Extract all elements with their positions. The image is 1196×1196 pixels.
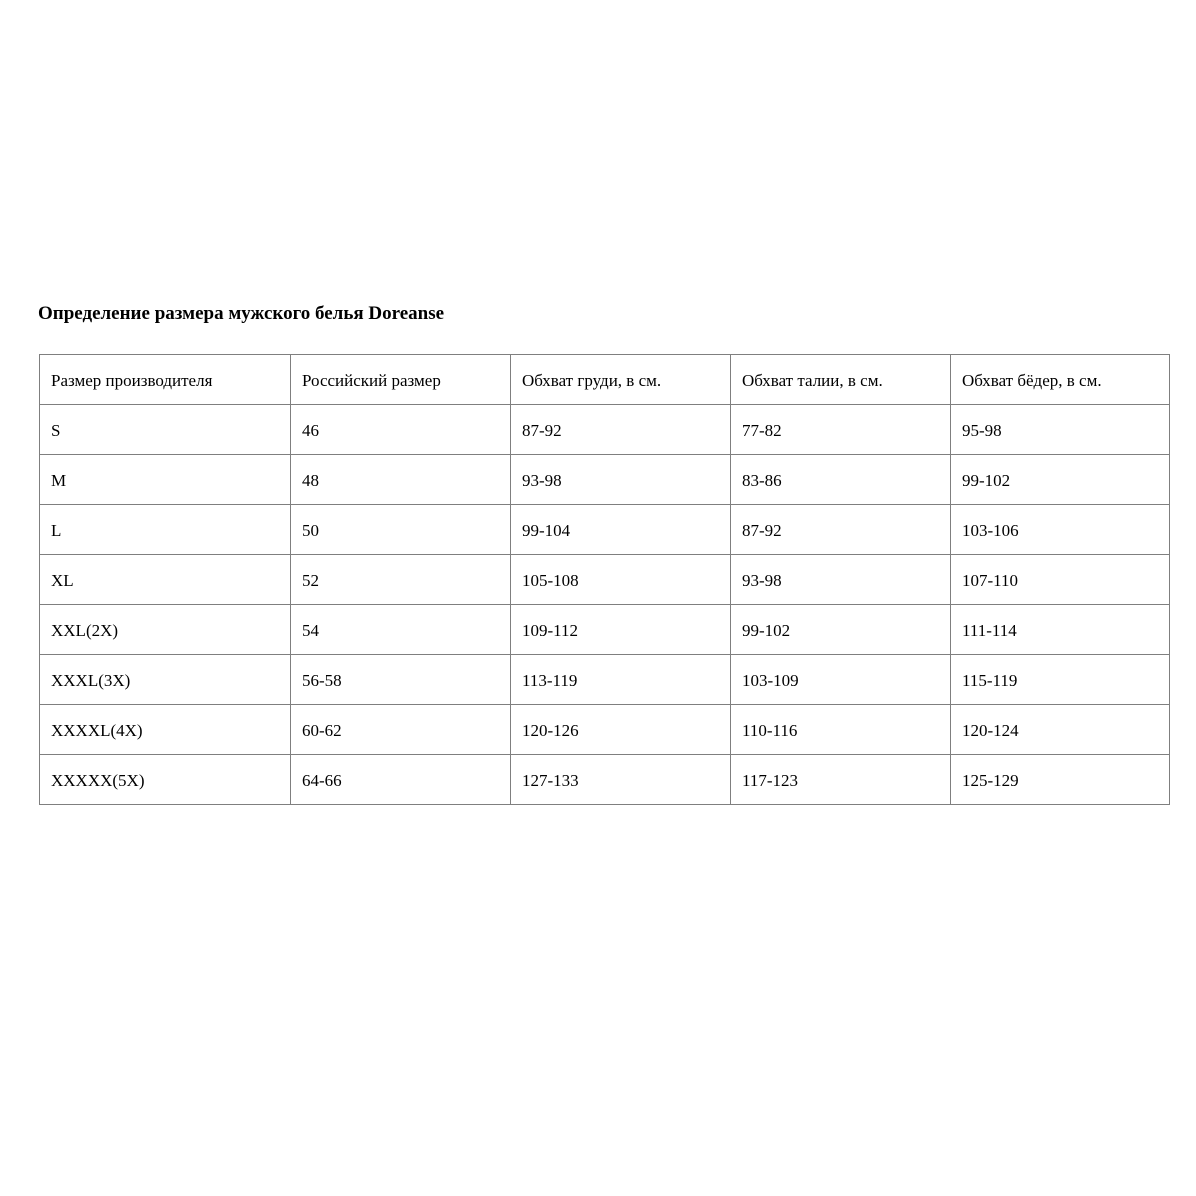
table-row	[40, 705, 1170, 755]
table-row	[40, 455, 1170, 505]
table-cell: 107-110	[951, 555, 1170, 605]
column-header: Обхват талии, в см.	[731, 355, 951, 405]
column-header: Обхват груди, в см.	[511, 355, 731, 405]
table-cell: 83-86	[731, 455, 951, 505]
column-header: Обхват бёдер, в см.	[951, 355, 1170, 405]
table-cell: 113-119	[511, 655, 731, 705]
table-row	[40, 605, 1170, 655]
table-cell: 103-109	[731, 655, 951, 705]
column-header: Российский размер	[291, 355, 511, 405]
table-cell: 125-129	[951, 755, 1170, 805]
table-cell: 105-108	[511, 555, 731, 605]
table-cell: 127-133	[511, 755, 731, 805]
manufacturer-size-cell: XXXL(3X)	[40, 655, 291, 705]
table-cell: 99-104	[511, 505, 731, 555]
header-row	[40, 355, 1170, 405]
table-row	[40, 755, 1170, 805]
table-cell: 64-66	[291, 755, 511, 805]
manufacturer-size-cell: M	[40, 455, 291, 505]
table-cell: 109-112	[511, 605, 731, 655]
table-cell: 46	[291, 405, 511, 455]
size-table	[39, 354, 1170, 805]
page-title: Определение размера мужского белья Doreanse	[38, 303, 445, 324]
table-cell: 111-114	[951, 605, 1170, 655]
table-row	[40, 505, 1170, 555]
table-cell: 117-123	[731, 755, 951, 805]
manufacturer-size-cell: XXXXL(4X)	[40, 705, 291, 755]
table-cell: 95-98	[951, 405, 1170, 455]
table-cell: 99-102	[951, 455, 1170, 505]
manufacturer-size-cell: XXL(2X)	[40, 605, 291, 655]
table-cell: 120-126	[511, 705, 731, 755]
table-cell: 93-98	[511, 455, 731, 505]
table-cell: 48	[291, 455, 511, 505]
table-cell: 115-119	[951, 655, 1170, 705]
table-row	[40, 655, 1170, 705]
table-cell: 60-62	[291, 705, 511, 755]
table-cell: 52	[291, 555, 511, 605]
column-header: Размер производителя	[40, 355, 291, 405]
manufacturer-size-cell: XXXXX(5X)	[40, 755, 291, 805]
table-cell: 120-124	[951, 705, 1170, 755]
table-cell: 50	[291, 505, 511, 555]
table-cell: 93-98	[731, 555, 951, 605]
size-table-header	[40, 355, 1170, 405]
table-cell: 87-92	[511, 405, 731, 455]
table-row	[40, 555, 1170, 605]
table-cell: 77-82	[731, 405, 951, 455]
table-cell: 103-106	[951, 505, 1170, 555]
table-cell: 99-102	[731, 605, 951, 655]
table-cell: 54	[291, 605, 511, 655]
table-cell: 110-116	[731, 705, 951, 755]
table-cell: 56-58	[291, 655, 511, 705]
table-cell: 87-92	[731, 505, 951, 555]
manufacturer-size-cell: S	[40, 405, 291, 455]
size-table-body	[40, 405, 1170, 805]
table-row	[40, 405, 1170, 455]
manufacturer-size-cell: L	[40, 505, 291, 555]
manufacturer-size-cell: XL	[40, 555, 291, 605]
